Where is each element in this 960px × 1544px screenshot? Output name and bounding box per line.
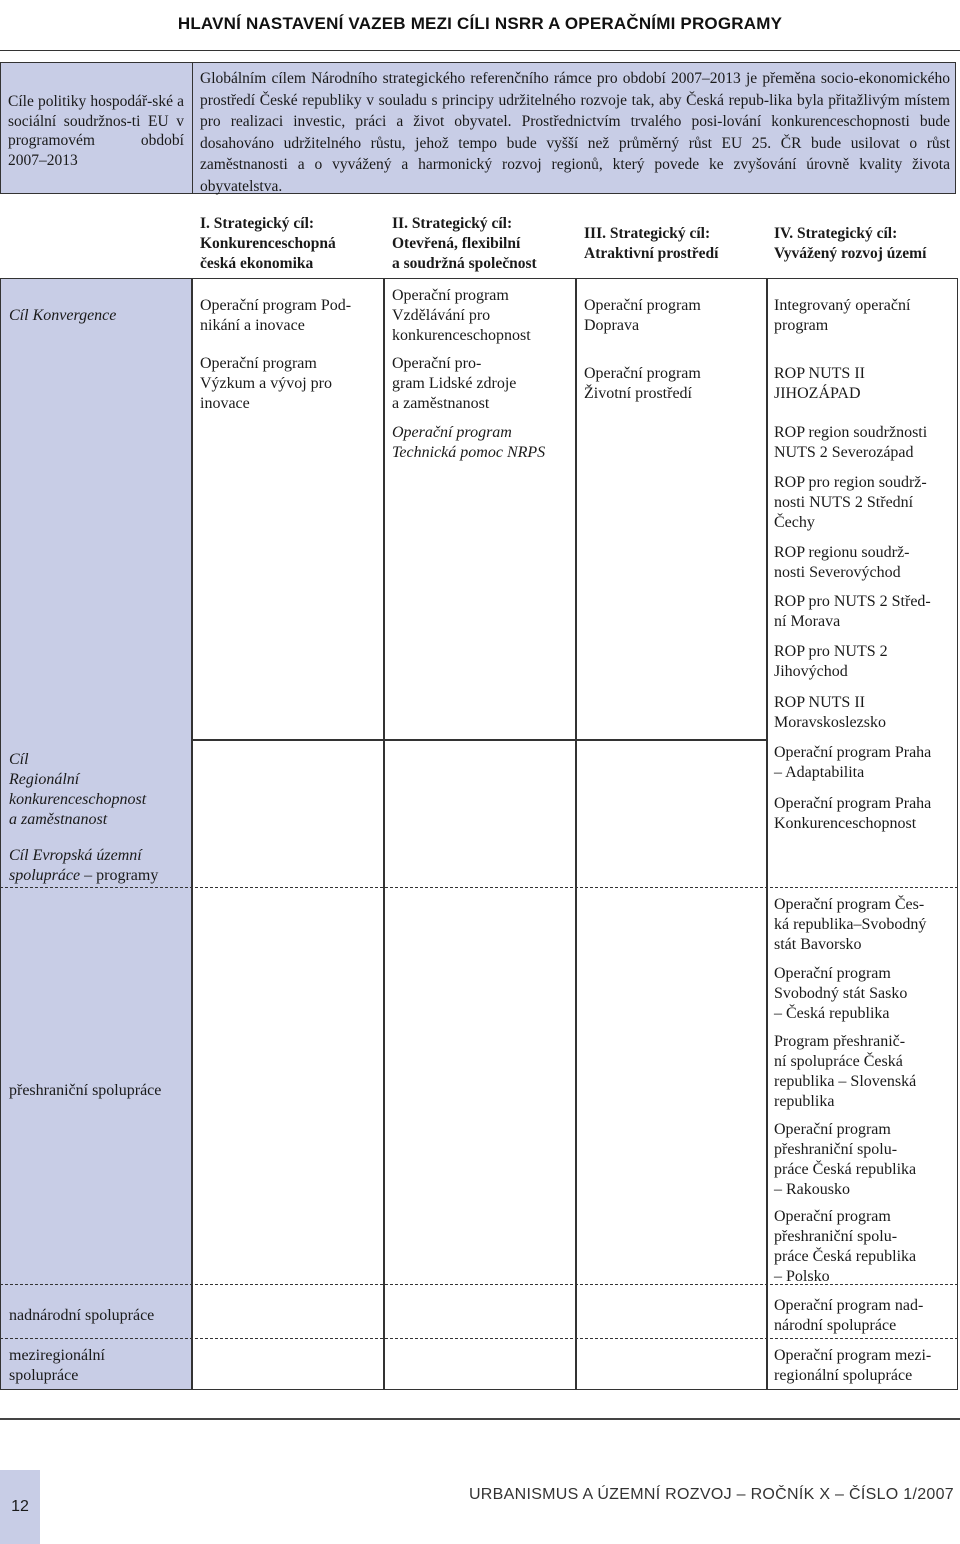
column-header-1-line2: Konkurenceschopná	[200, 235, 336, 252]
op-entry-col4	[774, 642, 958, 682]
op-human-line1: Operační pro-	[392, 355, 482, 372]
op-research-line3: inovace	[200, 395, 250, 412]
separator-cross-border	[0, 887, 958, 888]
op-entry-col4	[774, 964, 958, 1024]
interregional-label	[9, 1346, 105, 1386]
op-education-line1: Operační program	[392, 287, 509, 304]
op-entry-line: Operační program	[774, 965, 891, 982]
op-entry-line: ROP region soudržnosti	[774, 424, 928, 441]
op-entry-line: Jihovýchod	[774, 663, 848, 680]
op-entry-line: ní Morava	[774, 613, 841, 630]
op-entry-line: Operační program mezi-	[774, 1347, 932, 1364]
op-entry-col4	[774, 794, 958, 834]
op-research-line1: Operační program	[200, 355, 317, 372]
regional-line2: Regionální	[9, 771, 80, 788]
column-header-4-line2: Vyvážený rozvoj území	[774, 245, 927, 262]
column-header-4-line1: IV. Strategický cíl:	[774, 225, 898, 242]
column-header-1	[200, 214, 380, 274]
etc-programs-label: – programy	[80, 867, 159, 884]
op-entry-line: Operační program Praha	[774, 795, 932, 812]
objective-convergence: Cíl Konvergence	[9, 307, 117, 324]
op-entry-line: Operační program	[774, 1121, 891, 1138]
op-entry-line: Moravskoslezsko	[774, 714, 886, 731]
objectives-column	[0, 278, 192, 1390]
regional-line1: Cíl	[9, 751, 29, 768]
interregional-line2: spolupráce	[9, 1367, 79, 1384]
op-environment	[584, 364, 764, 404]
op-entry-line: program	[774, 317, 829, 334]
column-header-1-line3: česká ekonomika	[200, 255, 314, 272]
op-entry-line: národní spolupráce	[774, 1317, 897, 1334]
op-entry-line: Čechy	[774, 514, 815, 531]
etc-line1: Cíl Evropská územní	[9, 847, 142, 864]
page-number: 12	[0, 1470, 40, 1544]
op-enterprise-line1: Operační program Pod-	[200, 297, 352, 314]
op-entry-line: – Polsko	[774, 1268, 830, 1285]
op-entry-col4	[774, 1120, 958, 1200]
op-technical-line1: Operační program	[392, 424, 512, 441]
op-human-line2: gram Lidské zdroje	[392, 375, 517, 392]
column-header-2-line3: a soudržná společnost	[392, 255, 537, 272]
title-rule	[0, 50, 960, 51]
op-entry-col4	[774, 543, 958, 583]
op-human-resources	[392, 354, 572, 414]
op-entry-line: přeshraniční spolu-	[774, 1228, 898, 1245]
column-header-2	[392, 214, 572, 274]
op-entry-col4	[774, 1032, 958, 1112]
op-entry-line: ROP regionu soudrž-	[774, 544, 910, 561]
op-entry-line: ROP pro NUTS 2 Střed-	[774, 593, 931, 610]
interregional-line1: meziregionální	[9, 1347, 105, 1364]
separator-interregional	[0, 1338, 958, 1339]
op-entry-line: ROP pro region soudrž-	[774, 474, 927, 491]
op-entry-line: ROP NUTS II	[774, 694, 865, 711]
column-header-2-line2: Otevřená, flexibilní	[392, 235, 521, 252]
op-transport-line2: Doprava	[584, 317, 640, 334]
column-header-3-line2: Atraktivní prostředí	[584, 245, 719, 262]
op-entry-col4	[774, 693, 958, 733]
op-entry-line: ROP NUTS II	[774, 365, 865, 382]
op-entry-line: republika – Slovenská	[774, 1073, 917, 1090]
op-entry-line: Integrovaný operační	[774, 297, 911, 314]
op-entry-line: Konkurenceschopnost	[774, 815, 917, 832]
op-entry-line: JIHOZÁPAD	[774, 385, 861, 402]
op-entry-col4	[774, 1346, 958, 1386]
column-header-4	[774, 224, 958, 264]
op-technical-line2: Technická pomoc NRPS	[392, 444, 546, 461]
op-entry-line: NUTS 2 Severozápad	[774, 444, 914, 461]
op-entry-line: ní spolupráce Česká	[774, 1053, 903, 1070]
op-enterprise-line2: nikání a inovace	[200, 317, 305, 334]
page-title: HLAVNÍ NASTAVENÍ VAZEB MEZI CÍLI NSRR A OPERAČNÍMI PROGRAMY	[177, 14, 783, 33]
op-education	[392, 286, 572, 346]
column-header-1-line1: I. Strategický cíl:	[200, 215, 315, 232]
op-research-development	[200, 354, 380, 414]
op-transport-line1: Operační program	[584, 297, 701, 314]
op-entry-col4	[774, 473, 958, 533]
objective-territorial-cooperation	[9, 846, 193, 886]
column-header-3-line1: III. Strategický cíl:	[584, 225, 711, 242]
op-entry-line: – Adaptabilita	[774, 764, 865, 781]
col1-convergence-box	[192, 278, 384, 740]
op-research-line2: Výzkum a vývoj pro	[200, 375, 332, 392]
op-environment-line2: Životní prostředí	[584, 385, 692, 402]
op-entry-col4	[774, 1296, 958, 1336]
regional-line4: a zaměstnanost	[9, 811, 108, 828]
op-entry-line: Operační program Praha	[774, 744, 932, 761]
op-entry-line: ROP pro NUTS 2	[774, 643, 888, 660]
op-entry-line: regionální spolupráce	[774, 1367, 913, 1384]
op-entry-line: – Rakousko	[774, 1181, 850, 1198]
col3-convergence-box	[576, 278, 768, 740]
op-environment-line1: Operační program	[584, 365, 701, 382]
op-entry-line: Program přeshranič-	[774, 1033, 906, 1050]
op-entry-col4	[774, 895, 958, 955]
separator-transnational	[0, 1284, 958, 1285]
op-education-line3: konkurenceschopnost	[392, 327, 531, 344]
transnational-label: nadnárodní spolupráce	[9, 1307, 155, 1324]
op-entry-col4	[774, 423, 958, 463]
op-entry-line: ká republika–Svobodný	[774, 916, 927, 933]
objective-regional-competitiveness	[9, 750, 189, 830]
op-entry-col4	[774, 364, 958, 404]
op-technical-assistance	[392, 423, 576, 463]
op-entry-col4	[774, 1207, 958, 1287]
op-entry-col4	[774, 743, 958, 783]
global-goal-text: Globálním cílem Národního strategického referenčního rámce pro období 2007–2013 je přeměna socio-ekonomického prostředí České republiky v souladu s principy udržitelného rozvoje tak, aby Česká repub-lika byla přitažlivým místem pro realizaci investic, práci a život obyvatel. Prostřednictvím trvalého posi-lování konkurenceschopnosti bude dosahováno udržitelného růstu, jehož tempo bude vyšší než průměrný růst EU 25. ČR bude usilovat o růst zaměstnanosti a o vyvážený a harmonický rozvoj regionů, který povede ke zvyšování úrovně kvality života obyvatelstva.	[200, 70, 950, 195]
etc-line2: spolupráce	[9, 867, 81, 884]
column-header-3	[584, 224, 764, 264]
column-header-2-line1: II. Strategický cíl:	[392, 215, 513, 232]
op-entry-col4	[774, 592, 958, 632]
op-transport	[584, 296, 764, 336]
col1-lower-box	[192, 740, 384, 1390]
op-entry-col4	[774, 296, 958, 336]
op-entry-line: nosti NUTS 2 Střední	[774, 494, 914, 511]
op-entry-line: Operační program Čes-	[774, 896, 925, 913]
op-entry-line: práce Česká republika	[774, 1248, 917, 1265]
goal-divider	[192, 62, 193, 194]
footer-rule	[0, 1418, 960, 1420]
op-entry-line: Svobodný stát Sasko	[774, 985, 908, 1002]
col2-convergence-box	[384, 278, 576, 740]
op-enterprise-innovation	[200, 296, 380, 336]
op-entry-line: republika	[774, 1093, 835, 1110]
col3-lower-box	[576, 740, 768, 1390]
op-entry-line: Operační program nad-	[774, 1297, 924, 1314]
col2-lower-box	[384, 740, 576, 1390]
cross-border-label: přeshraniční spolupráce	[9, 1082, 162, 1099]
op-education-line2: Vzdělávání pro	[392, 307, 491, 324]
policy-period-label: Cíle politiky hospodář-ské a sociální soudržnos-ti EU v programovém období 2007–2013	[8, 93, 184, 169]
op-entry-line: – Česká republika	[774, 1005, 890, 1022]
journal-footer: URBANISMUS A ÚZEMNÍ ROZVOJ – ROČNÍK X – ČÍSLO 1/2007	[468, 1486, 954, 1503]
op-entry-line: Operační program	[774, 1208, 891, 1225]
op-entry-line: nosti Severovýchod	[774, 564, 901, 581]
op-entry-line: práce Česká republika	[774, 1161, 917, 1178]
regional-line3: konkurenceschopnost	[9, 791, 147, 808]
op-entry-line: stát Bavorsko	[774, 936, 862, 953]
op-human-line3: a zaměstnanost	[392, 395, 490, 412]
op-entry-line: přeshraniční spolu-	[774, 1141, 898, 1158]
